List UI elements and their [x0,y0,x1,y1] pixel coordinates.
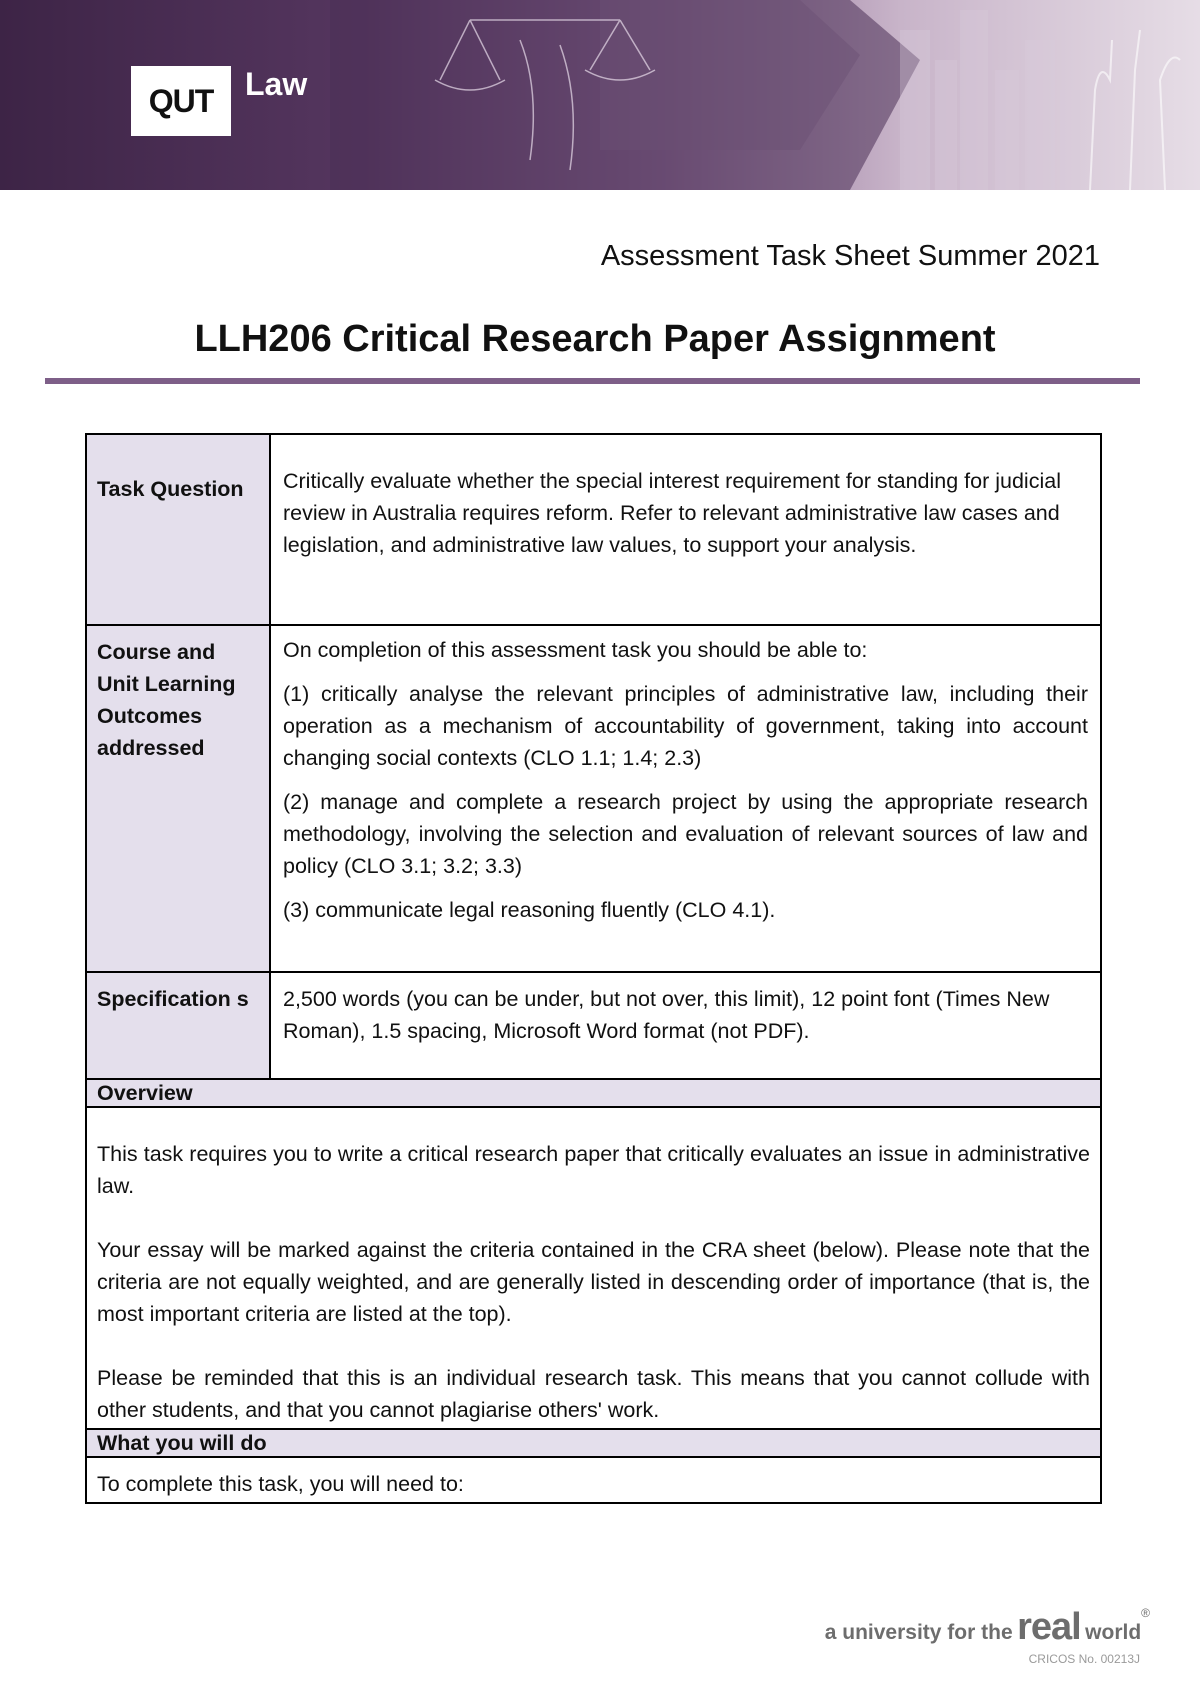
specifications-text: 2,500 words (you can be under, but not over, this limit), 12 point font (Times New Roman), 1.5 spacing, Microsoft Word format (not PDF). [283,987,1050,1043]
tagline-small-text: a university for the [824,1621,1013,1644]
task-table [85,433,1102,1504]
what-you-will-do-heading: What you will do [87,1430,1100,1458]
page-title: LLH206 Critical Research Paper Assignment [194,318,996,360]
title-divider [45,378,1140,384]
outcome-item-2: (2) manage and complete a research project by using the appropriate research methodology, involving the selection and evaluation of relevant sources of law and policy (CLO 3.1; 3.2; 3.3) [283,790,1088,878]
law-logo-text: Law [245,66,308,102]
task-question-label: Task Question [87,435,271,624]
registered-mark: ® [1141,1606,1150,1620]
outcome-item-1: (1) critically analyse the relevant principles of administrative law, including their operation as a mechanism of accountability of government, taking into account changing social contexts (CLO 1.1; 1.4; 2.3) [283,682,1088,770]
tagline-world-text: world [1085,1621,1142,1644]
tagline-real-text: real [1017,1606,1081,1648]
qut-logo [131,66,231,136]
outcome-item-3: (3) communicate legal reasoning fluently (CLO 4.1). [283,898,776,922]
qut-logo-text: QUT [148,82,214,119]
specifications-row [87,973,1100,1080]
overview-paragraph-2: Your essay will be marked against the criteria contained in the CRA sheet (below). Please note that the criteria are not equally weighted, and are generally listed in descending order of importance (that is, the most important criteria are listed at the top). [97,1238,1090,1326]
overview-paragraph-1: This task requires you to write a critical research paper that critically evaluates an issue in administrative law. [97,1142,1090,1198]
overview-heading: Overview [87,1080,1100,1108]
sheet-title: Assessment Task Sheet Summer 2021 [600,240,1100,272]
cricos-number: CRICOS No. 00213J [1028,1652,1140,1666]
task-question-row [87,435,1100,626]
specifications-label: Specification s [87,973,271,1078]
outcomes-intro: On completion of this assessment task you should be able to: [283,638,868,662]
outcomes-content [271,626,1100,971]
overview-content [87,1108,1100,1430]
outcomes-label: Course and Unit Learning Outcomes addressed [87,626,271,971]
task-question-text: Critically evaluate whether the special interest requirement for standing for judicial review in Australia requires reform. Refer to relevant administrative law cases and legislation, and administrative law values, to support your analysis. [283,469,1061,557]
footer-tagline [825,1606,1150,1649]
overview-paragraph-3: Please be reminded that this is an individual research task. This means that you cannot collude with other students, and that you cannot plagiarise others' work. [97,1366,1090,1422]
header-banner [0,0,1200,190]
outcomes-row [87,626,1100,973]
what-you-will-do-text: To complete this task, you will need to: [97,1472,464,1496]
